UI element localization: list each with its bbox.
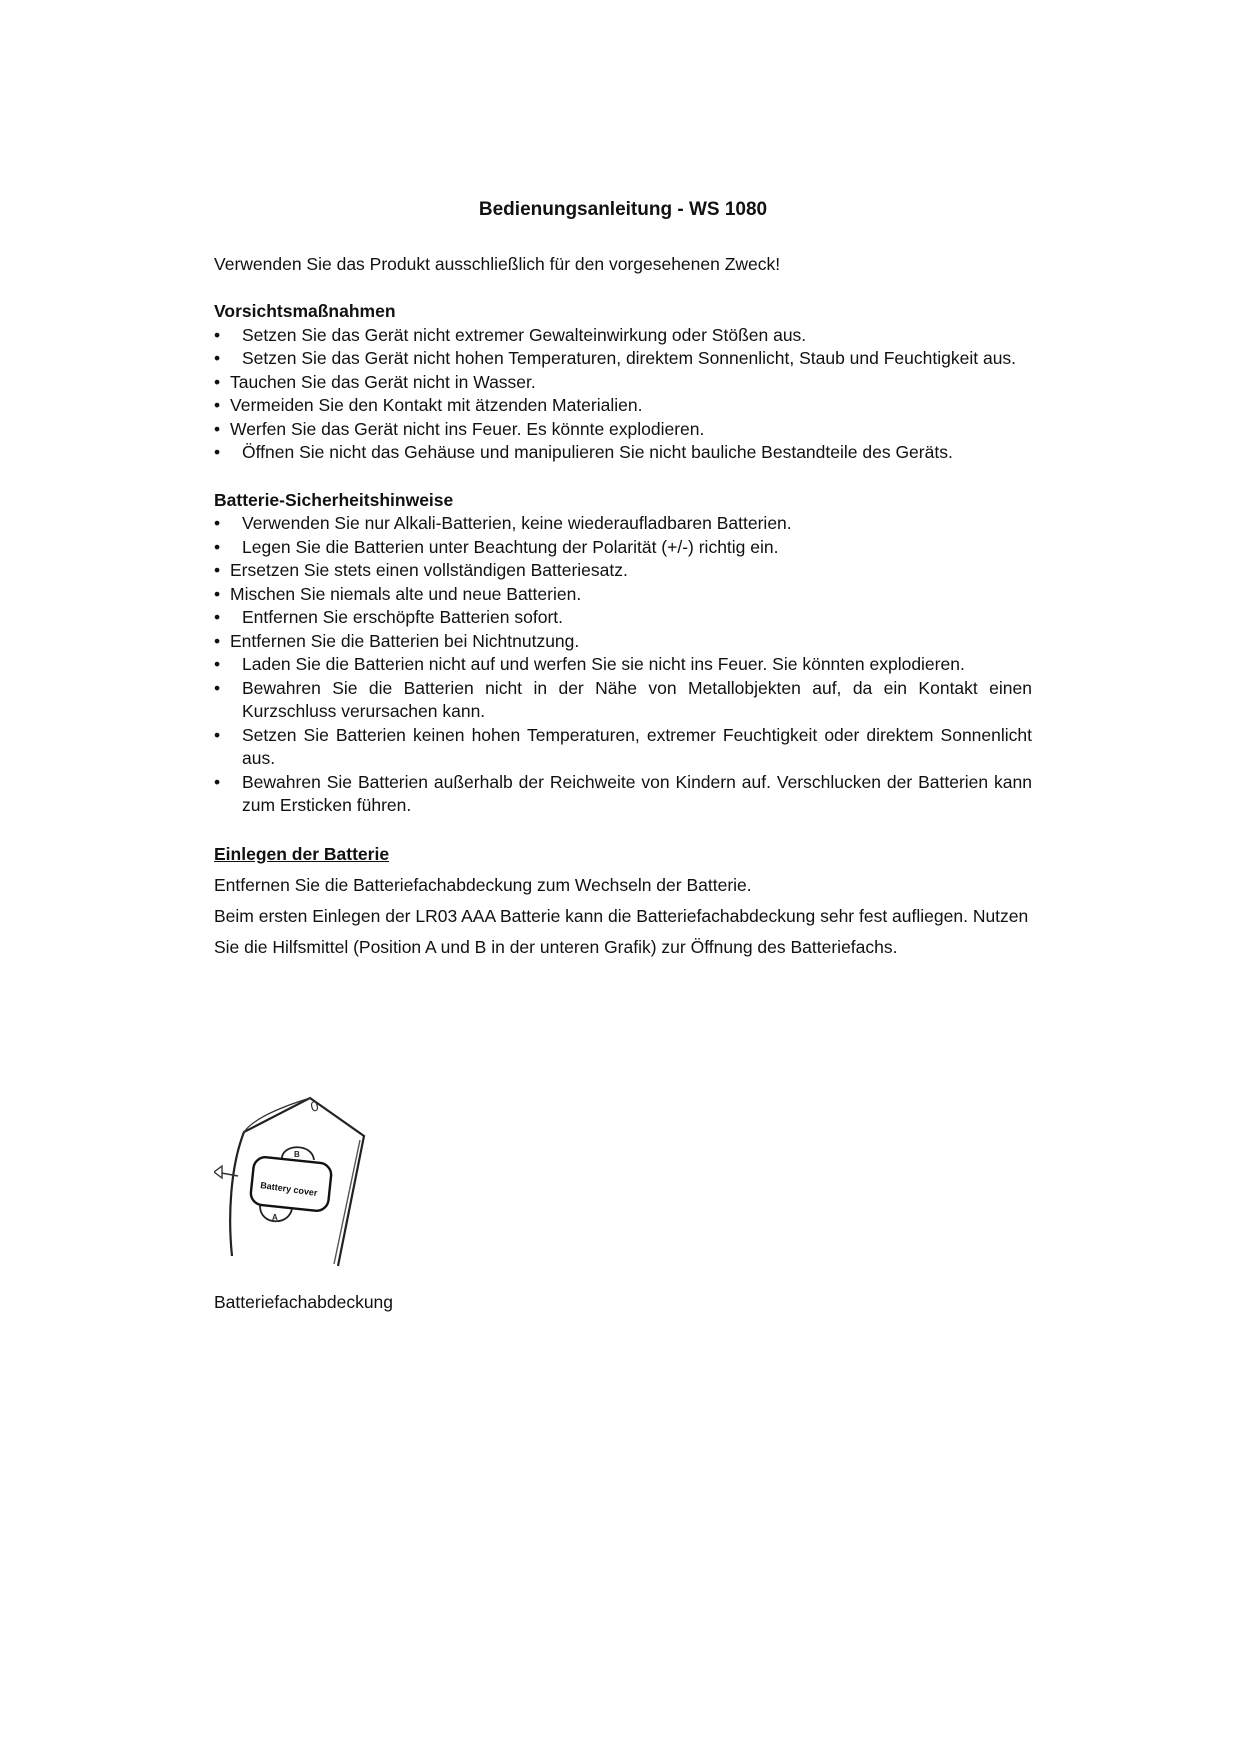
top-mark-label: 0	[308, 1097, 321, 1115]
page-title: Bedienungsanleitung - WS 1080	[478, 199, 768, 220]
list-item: • Entfernen Sie die Batterien bei Nichtnutzung.	[214, 630, 1032, 654]
list-item: • Bewahren Sie die Batterien nicht in der Nähe von Metallobjekten auf, da ein Kontakt einen Kurzschluss verursachen kann.	[214, 677, 1032, 724]
battery-install-paragraph-1: Entfernen Sie die Batteriefachabdeckung zum Wechseln der Batterie.	[214, 874, 752, 895]
battery-cover-illustration	[214, 1088, 374, 1278]
list-item: • Bewahren Sie Batterien außerhalb der Reichweite von Kindern auf. Verschlucken der Batterien kann zum Ersticken führen.	[214, 771, 1032, 818]
position-b-label: B	[294, 1150, 300, 1159]
list-item: • Ersetzen Sie stets einen vollständigen Batteriesatz.	[214, 559, 1032, 583]
list-item: • Setzen Sie das Gerät nicht hohen Temperaturen, direktem Sonnenlicht, Staub und Feuchtigkeit aus.	[214, 347, 1032, 371]
battery-cover-label: Battery cover	[259, 1180, 319, 1198]
figure-caption: Batteriefachabdeckung	[214, 1292, 394, 1312]
device-edge	[334, 1140, 360, 1264]
precautions-list	[214, 324, 1032, 465]
list-item: • Setzen Sie Batterien keinen hohen Temperaturen, extremer Feuchtigkeit oder direktem Sonnenlicht aus.	[214, 724, 1032, 771]
list-item: • Laden Sie die Batterien nicht auf und werfen Sie sie nicht ins Feuer. Sie könnten explodieren.	[214, 653, 1032, 677]
arrow-left-icon	[214, 1166, 222, 1178]
list-item: • Verwenden Sie nur Alkali-Batterien, keine wiederaufladbaren Batterien.	[214, 512, 1032, 536]
list-item: • Entfernen Sie erschöpfte Batterien sofort.	[214, 606, 1032, 630]
document-page	[214, 198, 1032, 963]
list-item: • Legen Sie die Batterien unter Beachtung der Polarität (+/-) richtig ein.	[214, 536, 1032, 560]
list-item: • Werfen Sie das Gerät nicht ins Feuer. Es könnte explodieren.	[214, 418, 1032, 442]
battery-safety-list	[214, 512, 1032, 818]
list-item: • Tauchen Sie das Gerät nicht in Wasser.	[214, 371, 1032, 395]
precautions-heading: Vorsichtsmaßnahmen	[214, 301, 396, 321]
list-item: • Mischen Sie niemals alte und neue Batterien.	[214, 583, 1032, 607]
list-item: • Öffnen Sie nicht das Gehäuse und manipulieren Sie nicht bauliche Bestandteile des Geräts.	[214, 441, 1032, 465]
intro-text: Verwenden Sie das Produkt ausschließlich für den vorgesehenen Zweck!	[214, 254, 781, 274]
battery-install-paragraph-2: Beim ersten Einlegen der LR03 AAA Batterie kann die Batteriefachabdeckung sehr fest aufliegen. Nutzen Sie die Hilfsmittel (Position A und B in der unteren Grafik) zur Öffnung des Batteriefachs.	[214, 905, 1029, 957]
list-item: • Setzen Sie das Gerät nicht extremer Gewalteinwirkung oder Stößen aus.	[214, 324, 1032, 348]
position-a-label: A	[272, 1213, 278, 1222]
list-item: • Vermeiden Sie den Kontakt mit ätzenden Materialien.	[214, 394, 1032, 418]
battery-install-heading: Einlegen der Batterie	[214, 843, 390, 864]
battery-cover-drawing	[214, 1088, 374, 1278]
battery-safety-heading: Batterie-Sicherheitshinweise	[214, 489, 454, 510]
